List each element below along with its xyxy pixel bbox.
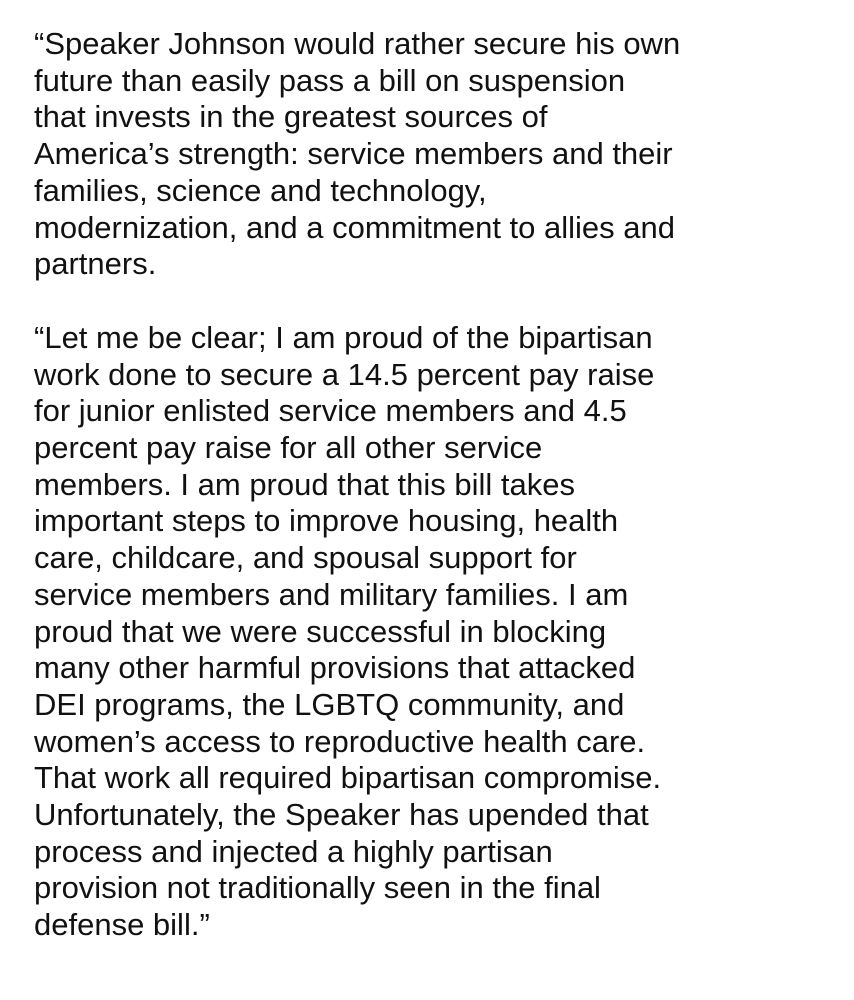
text-line: for junior enlisted service members and 4.5 xyxy=(34,393,627,429)
text-line: that invests in the greatest sources of xyxy=(34,99,548,135)
text-line: work done to secure a 14.5 percent pay raise xyxy=(34,356,655,392)
text-line: That work all required bipartisan compromise. xyxy=(34,760,662,796)
text-line: many other harmful provisions that attacked xyxy=(34,650,636,686)
text-line: women’s access to reproductive health care. xyxy=(34,723,646,759)
text-line: important steps to improve housing, health xyxy=(34,503,619,539)
text-line: care, childcare, and spousal support for xyxy=(34,540,577,576)
text-line: process and injected a highly partisan xyxy=(34,833,553,869)
text-line: percent pay raise for all other service xyxy=(34,430,543,466)
text-line: partners. xyxy=(34,246,157,282)
text-line: DEI programs, the LGBTQ community, and xyxy=(34,686,625,722)
text-line: proud that we were successful in blocking xyxy=(34,613,607,649)
text-line: modernization, and a commitment to allies and xyxy=(34,209,675,245)
text-line: future than easily pass a bill on suspension xyxy=(34,62,626,98)
paragraph-2 xyxy=(34,320,844,944)
text-line: members. I am proud that this bill takes xyxy=(34,466,576,502)
text-line: defense bill.” xyxy=(34,907,210,943)
text-line: families, science and technology, xyxy=(34,172,487,208)
paragraph-1 xyxy=(34,26,844,283)
statement-document xyxy=(34,26,844,944)
text-line: service members and military families. I am xyxy=(34,576,629,612)
text-line: “Speaker Johnson would rather secure his own xyxy=(34,26,681,61)
text-line: provision not traditionally seen in the final xyxy=(34,870,601,906)
text-line: Unfortunately, the Speaker has upended that xyxy=(34,797,649,833)
text-line: “Let me be clear; I am proud of the bipartisan xyxy=(34,319,653,355)
text-line: America’s strength: service members and their xyxy=(34,136,673,172)
